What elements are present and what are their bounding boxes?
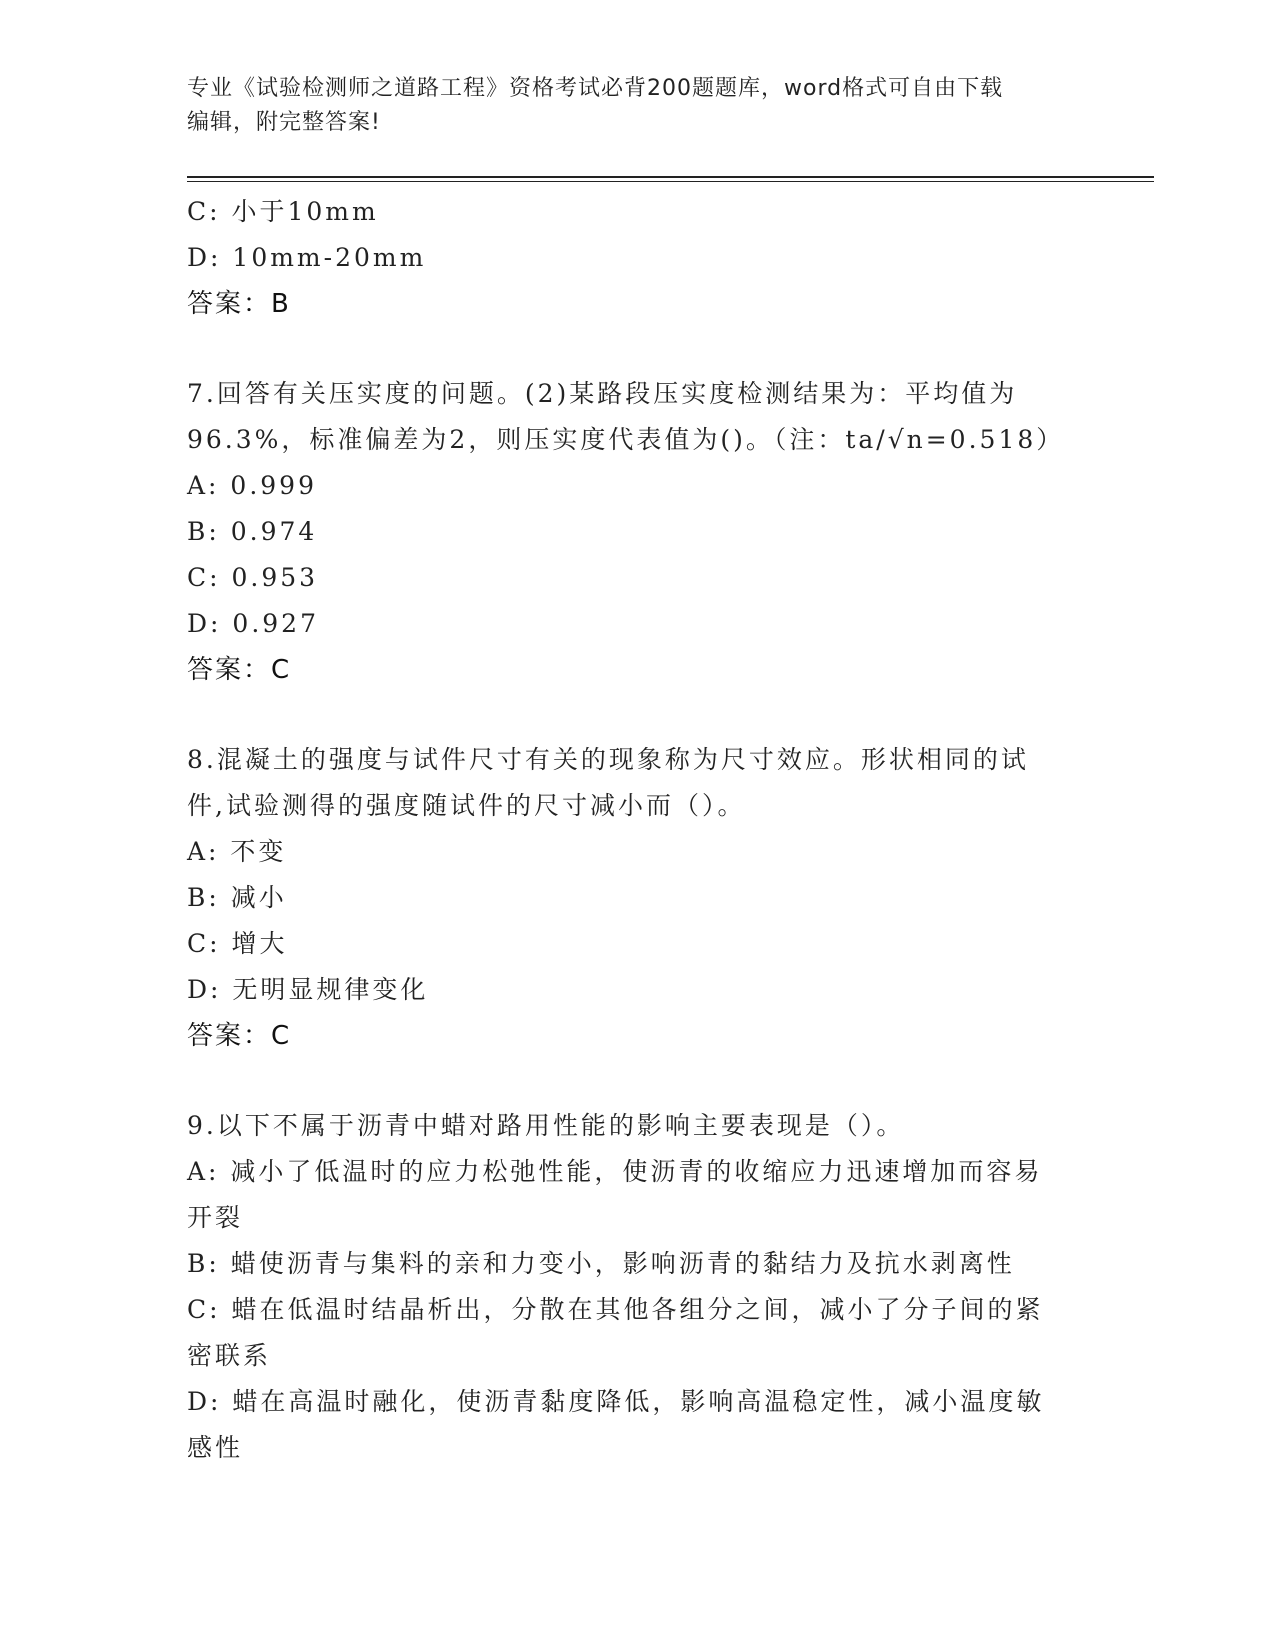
question-8 xyxy=(187,737,1087,1059)
header-title-line-2: 编辑，附完整答案! xyxy=(187,110,381,135)
q8-option-b: B: 减小 xyxy=(187,883,287,912)
question-spacer xyxy=(187,327,1087,371)
q9-option-c-line-2: 密联系 xyxy=(187,1341,272,1370)
q7-stem-line-2: 96.3%，标准偏差为2，则压实度代表值为()。（注：ta/√n=0.518） xyxy=(187,425,1065,454)
q9-option-c-line-1: C: 蜡在低温时结晶析出，分散在其他各组分之间，减小了分子间的紧 xyxy=(187,1295,1044,1324)
q6-option-d: D: 10mm-20mm xyxy=(187,243,427,272)
question-9 xyxy=(187,1103,1087,1471)
question-spacer xyxy=(187,693,1087,737)
q9-option-d-line-1: D: 蜡在高温时融化，使沥青黏度降低，影响高温稳定性，减小温度敏 xyxy=(187,1387,1045,1416)
q6-answer: 答案：B xyxy=(187,289,291,319)
q8-option-c: C: 增大 xyxy=(187,929,288,958)
q8-answer: 答案：C xyxy=(187,1021,292,1051)
q7-option-c: C: 0.953 xyxy=(187,563,319,592)
q9-option-b: B: 蜡使沥青与集料的亲和力变小，影响沥青的黏结力及抗水剥离性 xyxy=(187,1249,1015,1278)
q7-option-b: B: 0.974 xyxy=(187,517,318,546)
question-content xyxy=(187,189,1087,1471)
q6-option-c: C: 小于10mm xyxy=(187,197,379,226)
q9-option-a-line-1: A: 减小了低温时的应力松弛性能，使沥青的收缩应力迅速增加而容易 xyxy=(187,1157,1043,1186)
q9-stem-line-1: 9.以下不属于沥青中蜡对路用性能的影响主要表现是（）。 xyxy=(187,1111,905,1140)
header-rule-thin xyxy=(187,181,1154,182)
q8-stem-line-1: 8.混凝土的强度与试件尺寸有关的现象称为尺寸效应。形状相同的试 xyxy=(187,745,1029,774)
header-title-line-1: 专业《试验检测师之道路工程》资格考试必背200题题库，word格式可自由下载 xyxy=(187,76,1004,101)
question-spacer xyxy=(187,1059,1087,1103)
document-header xyxy=(187,72,1067,140)
q7-option-d: D: 0.927 xyxy=(187,609,319,638)
q7-option-a: A: 0.999 xyxy=(187,471,317,500)
question-6-tail xyxy=(187,189,1087,327)
q9-option-d-line-2: 感性 xyxy=(187,1433,244,1462)
header-rule-thick xyxy=(187,176,1154,178)
q7-answer: 答案：C xyxy=(187,655,292,685)
q9-option-a-line-2: 开裂 xyxy=(187,1203,244,1232)
question-7 xyxy=(187,371,1087,693)
q8-option-d: D: 无明显规律变化 xyxy=(187,975,429,1004)
q7-stem-line-1: 7.回答有关压实度的问题。(2)某路段压实度检测结果为：平均值为 xyxy=(187,379,1018,408)
q8-stem-line-2: 件,试验测得的强度随试件的尺寸减小而（）。 xyxy=(187,791,746,820)
q8-option-a: A: 不变 xyxy=(187,837,287,866)
